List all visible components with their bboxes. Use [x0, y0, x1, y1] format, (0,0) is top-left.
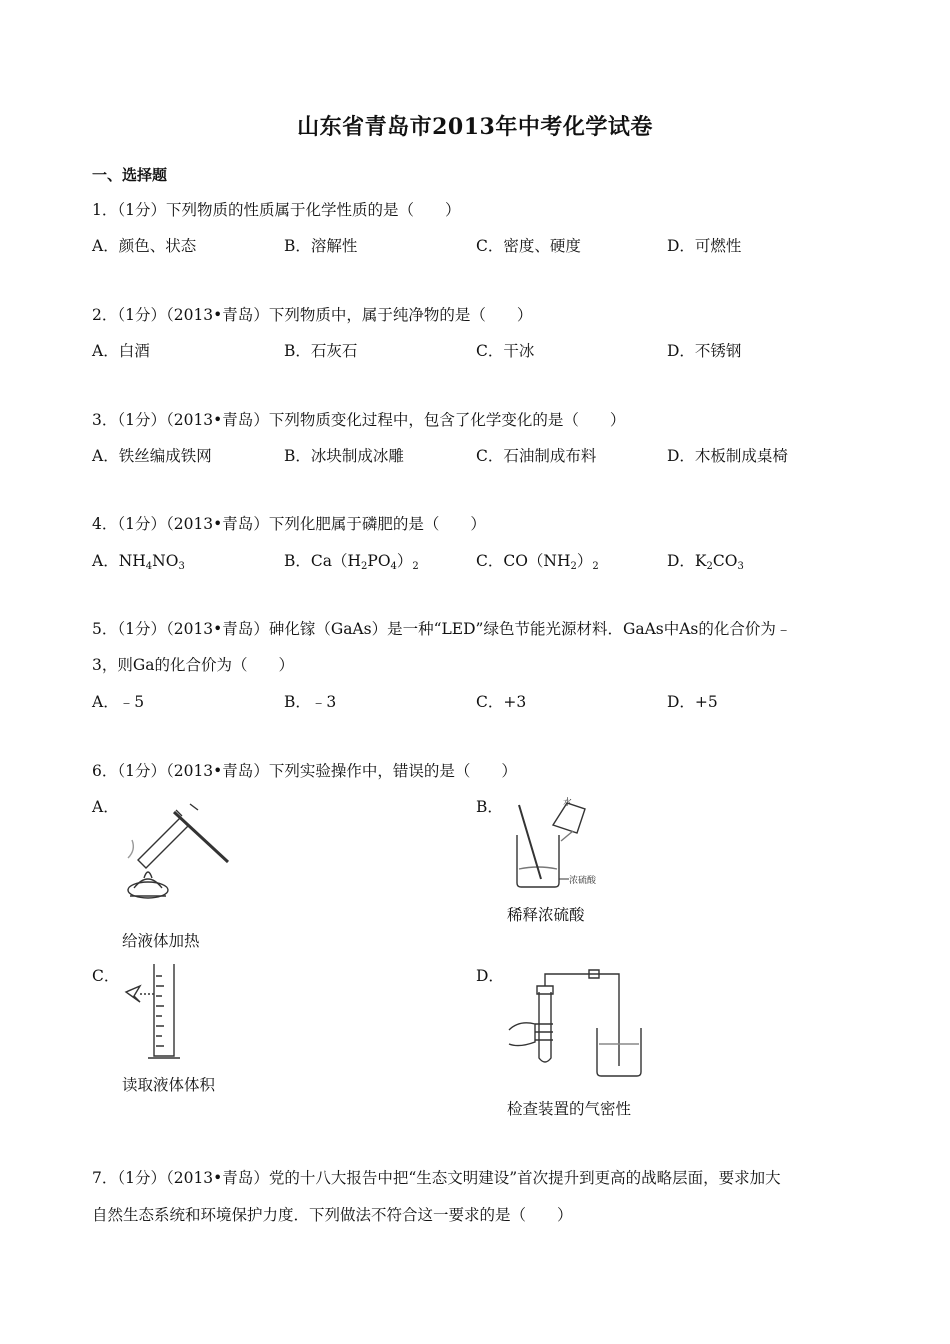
q4-d-text: CO — [712, 552, 738, 570]
q4-c-sub: 2 — [570, 561, 577, 572]
question-7-stem-line-1: 7．（1分）（2013•青岛）党的十八大报告中把“生态文明建设”首次提升到更高的战略层面，要求加大 — [92, 1169, 781, 1187]
q4-a-text: NO — [152, 552, 179, 570]
q1-option-c[interactable]: C．密度、硬度 — [476, 237, 581, 255]
water-label: 水 — [563, 798, 573, 808]
q4-option-a[interactable] — [92, 549, 185, 572]
q2-option-b[interactable]: B．石灰石 — [284, 342, 358, 360]
question-2-stem: 2．（1分）（2013•青岛）下列物质中，属于纯净物的是（ ） — [92, 306, 533, 324]
q5-option-b[interactable]: B．﹣3 — [284, 693, 337, 711]
question-5-stem-line-1: 5．（1分）（2013•青岛）砷化镓（GaAs）是一种“LED”绿色节能光源材料．GaAs中As的化合价为﹣ — [92, 620, 792, 638]
q4-a-text: A．NH — [92, 552, 146, 570]
q2-option-d[interactable]: D．不锈钢 — [667, 342, 742, 360]
q2-option-c[interactable]: C．干冰 — [476, 342, 535, 360]
q4-option-b[interactable] — [284, 549, 419, 572]
dilute-acid-figure — [505, 795, 625, 895]
q4-a-sub: 4 — [145, 561, 153, 572]
q4-d-text: D．K — [667, 552, 707, 570]
q4-option-d[interactable] — [667, 549, 744, 572]
q5-option-d[interactable]: D．+5 — [667, 693, 718, 711]
q4-b-sub: 4 — [390, 561, 397, 572]
q5-option-c[interactable]: C．+3 — [476, 693, 527, 711]
q4-d-sub: 2 — [706, 561, 713, 572]
q3-option-d[interactable]: D．木板制成桌椅 — [667, 447, 788, 465]
question-7-stem-line-2: 自然生态系统和环境保护力度．下列做法不符合这一要求的是（ ） — [92, 1206, 573, 1224]
question-5-stem-line-2: 3，则Ga的化合价为（ ） — [92, 656, 294, 674]
q4-c-text: C．CO（NH — [476, 552, 571, 570]
question-1-stem: 1．（1分）下列物质的性质属于化学性质的是（ ） — [92, 201, 461, 219]
q4-d-sub: 3 — [737, 561, 744, 572]
q6-option-b[interactable]: B． — [476, 798, 503, 816]
airtightness-figure — [505, 968, 650, 1088]
q6-option-d[interactable]: D． — [476, 967, 504, 985]
page-title: 山东省青岛市2013年中考化学试卷 — [297, 114, 653, 140]
q4-option-c[interactable] — [476, 549, 599, 572]
q4-b-text: B．Ca（H — [284, 552, 362, 570]
q6-a-caption: 给液体加热 — [122, 932, 200, 950]
q1-option-d[interactable]: D．可燃性 — [667, 237, 742, 255]
q3-option-a[interactable]: A．铁丝编成铁网 — [92, 447, 212, 465]
acid-label: 浓硫酸 — [569, 876, 597, 886]
heating-liquid-figure — [118, 800, 238, 910]
q2-option-a[interactable]: A．白酒 — [92, 342, 150, 360]
q4-b-text: PO — [367, 552, 391, 570]
question-4-stem: 4．（1分）（2013•青岛）下列化肥属于磷肥的是（ ） — [92, 515, 486, 533]
q5-option-a[interactable]: A．﹣5 — [92, 693, 145, 711]
q1-option-b[interactable]: B．溶解性 — [284, 237, 358, 255]
q1-option-a[interactable]: A．颜色、状态 — [92, 237, 197, 255]
question-3-stem: 3．（1分）（2013•青岛）下列物质变化过程中，包含了化学变化的是（ ） — [92, 411, 626, 429]
section-heading: 一、选择题 — [92, 166, 168, 184]
q4-b-text: ） — [396, 552, 413, 570]
q4-b-sub: 2 — [412, 561, 419, 572]
q6-b-caption: 稀释浓硫酸 — [507, 906, 585, 924]
q6-c-caption: 读取液体体积 — [122, 1076, 216, 1094]
q6-option-a[interactable]: A． — [92, 798, 119, 816]
q3-option-b[interactable]: B．冰块制成冰雕 — [284, 447, 404, 465]
q4-c-sub: 2 — [592, 561, 599, 572]
q6-option-c[interactable]: C． — [92, 967, 120, 985]
q4-a-sub: 3 — [178, 561, 185, 572]
q4-b-sub: 2 — [361, 561, 368, 572]
q6-d-caption: 检查装置的气密性 — [507, 1100, 632, 1118]
question-6-stem: 6．（1分）（2013•青岛）下列实验操作中，错误的是（ ） — [92, 762, 517, 780]
q3-option-c[interactable]: C．石油制成布料 — [476, 447, 597, 465]
read-volume-figure — [118, 960, 188, 1065]
q4-c-text: ） — [576, 552, 593, 570]
